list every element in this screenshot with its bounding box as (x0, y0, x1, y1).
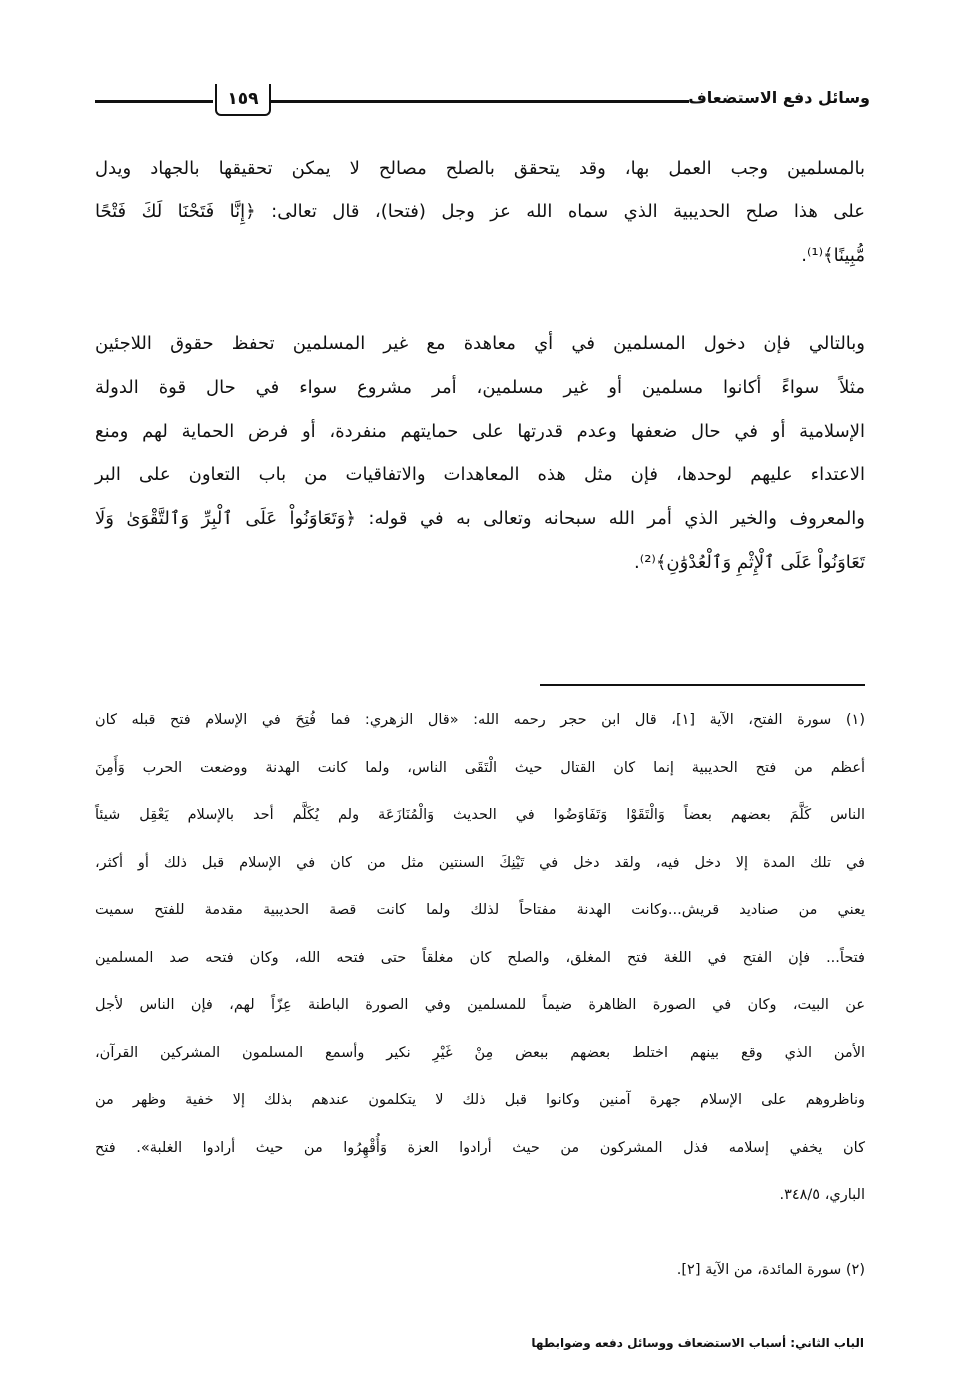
body-line: على هذا صلح الحديبية الذي سماه الله عز وجل (فتحا)، قال تعالى: ﴿إِنَّا فَتَحْنَا لَكَ فَتْحًا (95, 201, 865, 222)
footnote-line: في تلك المدة إلا دخل فيه، ولقد دخل في تَيْنِكَ السنتين مثل من كان في الإسلام قبل ذلك أو أكثر، (95, 854, 865, 871)
footnote-line: يعني من صناديد قريش...وكانت الهدنة مفتاحاً لذلك ولما كانت قصة الحديبية مقدمة للفتح سميت (95, 902, 865, 918)
page-number: ١٥٩ (215, 84, 271, 116)
body-line: بالمسلمين وجب العمل بها، وقد يتحقق بالصلح مصالح لا يمكن تحقيقها بالجهاد ويدل (95, 158, 865, 179)
header-rule-right (269, 100, 689, 103)
footnote-line: أعظم من فتح الحديبية إنما كان القتال حيث الْتَقَى الناس، ولما كانت الهدنة ووضعت الحرب وَأَمِنَ (95, 759, 865, 776)
footnote-line: (٢) سورة المائدة، من الآية [٢]. (676, 1262, 865, 1278)
footnote-line: كان يخفي إسلامه فذل المشركون من حيث أرادوا العزة وَأُقْهِرُوا من حيث أرادوا الغلبة». فتح (95, 1139, 865, 1156)
body-line: مثلاً سواءً أكانوا مسلمين أو غير مسلمين، أمر مشروع سواء في حال قوة الدولة (95, 377, 865, 398)
chapter-footer: الباب الثاني: أسباب الاستضعاف ووسائل دفعه وضوابطها (531, 1336, 864, 1350)
footnote-line: وناظروهم على الإسلام جهرة آمنين وكانوا قبل ذلك لا يتكلمون عندهم بذلك إلا خفية وظهر من (95, 1092, 865, 1108)
body-line: مُّبِينًا﴾⁽¹⁾. (801, 245, 865, 266)
footnote-line: الأمن الذي وقع بينهم اختلط بعضهم ببعض مِنْ غَيْرِ نكير وأسمع المسلمون المشركين القرآن، (95, 1044, 865, 1061)
header-rule-left (95, 100, 213, 103)
body-line: والمعروف والخير الذي أمر الله سبحانه وتعالى به في قوله: ﴿وَتَعَاوَنُواْ عَلَى ٱلْبِرِّ وَٱلتَّقْوَىٰ وَلَا (95, 508, 865, 529)
body-line: الاعتداء عليهم لوحدها، فإن مثل هذه المعاهدات والاتفاقيات من باب التعاون على البر (95, 464, 865, 485)
running-title: وسائل دفع الاستضعاف (688, 88, 870, 107)
body-line: وبالتالي فإن دخول المسلمين في أي معاهدة مع غير المسلمين تحفظ حقوق اللاجئين (95, 333, 865, 354)
footnote-line: (١) سورة الفتح، الآية [١]، قال ابن حجر رحمه الله: «قال الزهري: فما فُتِحَ في الإسلام فتح قبله كان (95, 712, 865, 728)
footnote-line: الناس كَلَّمَ بعضهم بعضاً وَالْتَقَوْا وَتَفَاوَضُوا في الحديث وَالْمُنَازَعَة ولم يُكَلَّم أحد بالإسلام يَعْقِل شيئاً (95, 807, 865, 823)
body-line: تَعَاوَنُواْ عَلَى ٱلْإِثْمِ وَٱلْعُدْوَٰنِ﴾⁽²⁾. (634, 552, 865, 573)
footnote-line: عن البيت، وكان في الصورة الظاهرة ضيماً للمسلمين وفي الصورة الباطنة عِزّاً لهم، فإن الناس لأجل (95, 997, 865, 1013)
body-line: الإسلامية أو في حال ضعفها وعدم قدرتها على حمايتهم منفردة، أو فرض الحماية لهم ومنع (95, 421, 865, 442)
page-header (95, 80, 870, 120)
footnote-line: فتحاً... فإن الفتح في اللغة فتح المغلق، والصلح كان مغلقاً حتى فتحه الله، وكان فتحه صد المسلمين (95, 949, 865, 966)
footnote-separator (540, 684, 865, 686)
footnote-line: الباري، ٣٤٨/٥. (779, 1187, 865, 1203)
